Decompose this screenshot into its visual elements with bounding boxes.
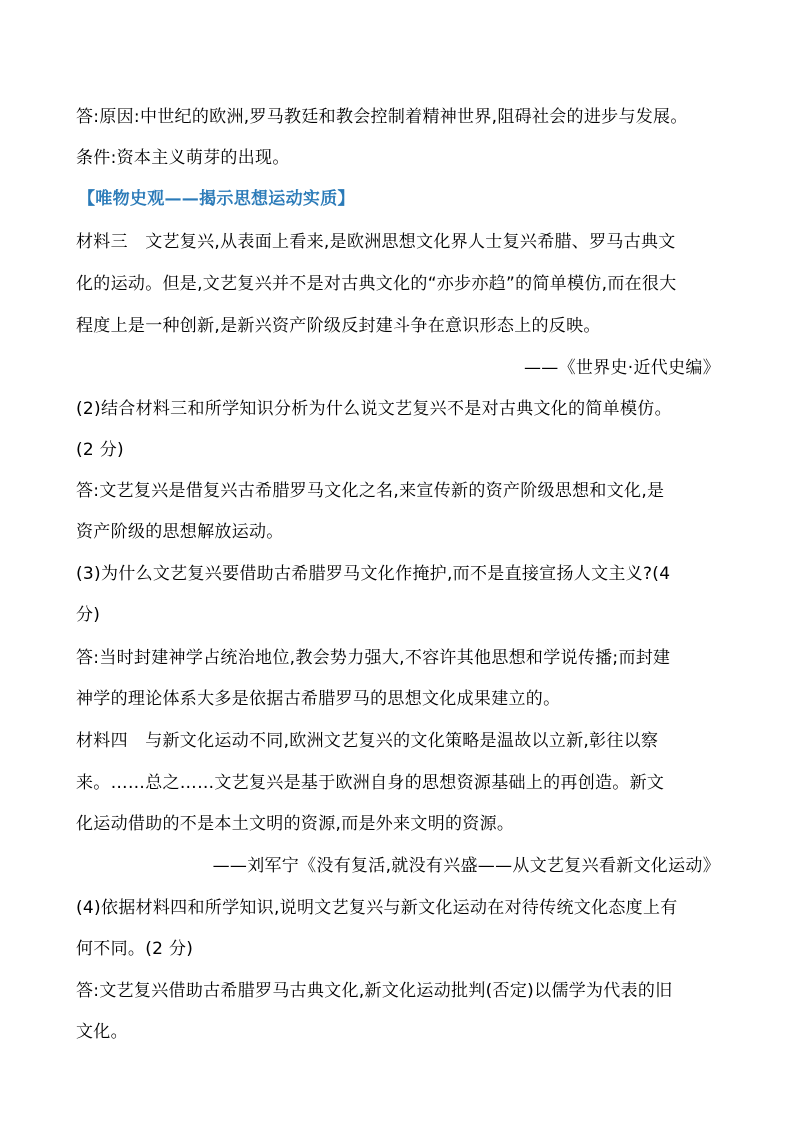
answer-1-cause: 答:原因:中世纪的欧洲,罗马教廷和教会控制着精神世界,阻碍社会的进步与发展。 (76, 107, 688, 127)
material-3-source: ——《世界史·近代史编》 (523, 358, 720, 378)
material-3-line-3: 程度上是一种创新,是新兴资产阶级反封建斗争在意识形态上的反映。 (76, 316, 601, 336)
question-3-line-1: (3)为什么文艺复兴要借助古希腊罗马文化作掩护,而不是直接宣扬人文主义?(4 (76, 564, 671, 584)
question-2-score: (2 分) (76, 440, 124, 460)
section-heading: 【唯物史观——揭示思想运动实质】 (78, 189, 355, 209)
question-4-line-1: (4)依据材料四和所学知识,说明文艺复兴与新文化运动在对待传统文化态度上有 (76, 898, 678, 918)
document-page (76, 0, 720, 1123)
material-4-line-3: 化运动借助的不是本土文明的资源,而是外来文明的资源。 (76, 814, 515, 834)
answer-1-condition: 条件:资本主义萌芽的出现。 (76, 148, 290, 168)
material-3-line-1: 材料三 文艺复兴,从表面上看来,是欧洲思想文化界人士复兴希腊、罗马古典文 (76, 232, 676, 252)
material-4-line-2: 来。……总之……文艺复兴是基于欧洲自身的思想资源基础上的再创造。新文 (76, 773, 665, 793)
material-4-line-1: 材料四 与新文化运动不同,欧洲文艺复兴的文化策略是温故以立新,彰往以察 (76, 731, 659, 751)
answer-4-line-2: 文化。 (76, 1022, 128, 1042)
answer-3-line-1: 答:当时封建神学占统治地位,教会势力强大,不容许其他思想和学说传播;而封建 (76, 648, 671, 668)
answer-3-line-2: 神学的理论体系大多是依据古希腊罗马的思想文化成果建立的。 (76, 689, 561, 709)
question-2-line-1: (2)结合材料三和所学知识分析为什么说文艺复兴不是对古典文化的简单模仿。 (76, 399, 672, 419)
answer-2-line-1: 答:文艺复兴是借复兴古希腊罗马文化之名,来宣传新的资产阶级思想和文化,是 (76, 481, 665, 501)
material-3-line-2: 化的运动。但是,文艺复兴并不是对古典文化的“亦步亦趋”的简单模仿,而在很大 (76, 274, 677, 294)
answer-4-line-1: 答:文艺复兴借助古希腊罗马古典文化,新文化运动批判(否定)以儒学为代表的旧 (76, 981, 673, 1001)
question-3-score: 分) (76, 605, 101, 625)
material-4-source: ——刘军宁《没有复活,就没有兴盛——从文艺复兴看新文化运动》 (212, 856, 720, 876)
answer-2-line-2: 资产阶级的思想解放运动。 (76, 522, 284, 542)
question-4-line-2: 何不同。(2 分) (76, 939, 194, 959)
